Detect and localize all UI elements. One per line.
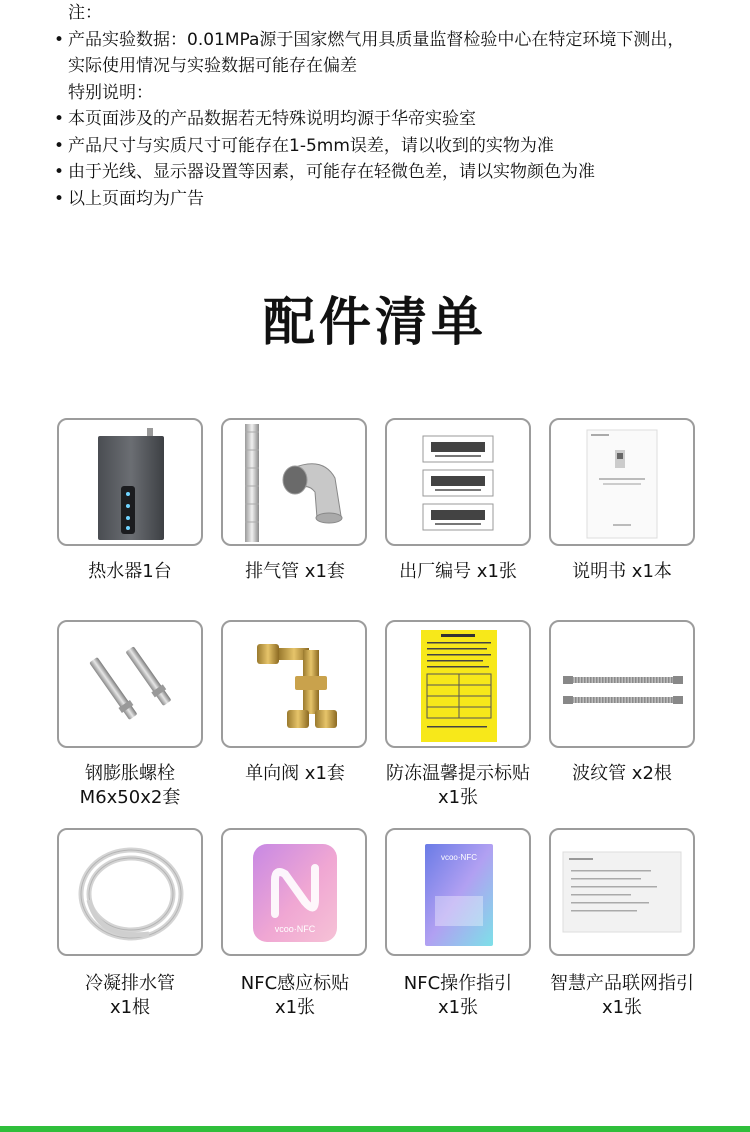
card-manual [549, 418, 695, 546]
item-label: 出厂编号 x1张 [399, 561, 517, 582]
nfc-sticker-image [223, 830, 365, 954]
note-line: • 本页面涉及的产品数据若无特殊说明均源于华帝实验室 [54, 106, 744, 133]
note-line: 特别说明： [68, 82, 153, 103]
bottom-divider [0, 1126, 750, 1132]
card-expansion-bolt [57, 620, 203, 748]
note-line: • 以上页面均为广告 [54, 186, 744, 213]
item-label: 热水器1台 [88, 561, 172, 582]
svg-text:vcoo·NFC: vcoo·NFC [274, 924, 316, 934]
item-label: NFC感应标贴 x1张 [240, 973, 350, 1018]
card-drain-pipe [57, 828, 203, 956]
expansion-bolt-image [59, 622, 201, 746]
card-nfc-guide [385, 828, 531, 956]
check-valve-image [223, 622, 365, 746]
exhaust-pipe-image [223, 420, 365, 544]
coiled-tube-image [59, 830, 201, 954]
card-water-heater [57, 418, 203, 546]
barcode-label-image [387, 420, 529, 544]
card-serial-number [385, 418, 531, 546]
note-line: 注： [68, 3, 102, 23]
note-line: 实际使用情况与实验数据可能存在偏差 [68, 56, 357, 76]
item-label: 说明书 x1本 [572, 561, 672, 582]
guide-sheet-image [551, 830, 693, 954]
yellow-sticker-image [387, 622, 529, 746]
item-label: 冷凝排水管 x1根 [85, 973, 175, 1018]
item-label: 智慧产品联网指引 x1张 [550, 973, 694, 1018]
card-nfc-sticker [221, 828, 367, 956]
card-corrugated-pipe [549, 620, 695, 748]
item-label: 防冻温馨提示标贴 x1张 [386, 763, 530, 808]
item-label: 单向阀 x1套 [245, 763, 345, 784]
item-label: 排气管 x1套 [245, 561, 345, 582]
card-check-valve [221, 620, 367, 748]
item-label: NFC操作指引 x1张 [403, 973, 513, 1018]
water-heater-image [59, 420, 201, 544]
section-title: 配件清单 [262, 293, 487, 353]
card-exhaust-pipe [221, 418, 367, 546]
svg-text:vcoo·NFC: vcoo·NFC [440, 853, 478, 862]
note-line: • 产品实验数据：0.01MPa源于国家燃气用具质量监督检验中心在特定环境下测出， [54, 27, 744, 54]
note-line: • 由于光线、显示器设置等因素，可能存在轻微色差，请以实物颜色为准 [54, 159, 744, 186]
card-antifreeze-sticker [385, 620, 531, 748]
nfc-card-image [387, 830, 529, 954]
corrugated-pipe-image [551, 622, 693, 746]
card-network-guide [549, 828, 695, 956]
item-label: 钢膨胀螺栓 M6x50x2套 [79, 763, 181, 808]
item-label: 波纹管 x2根 [572, 763, 672, 784]
note-line: • 产品尺寸与实质尺寸可能存在1-5mm误差，请以收到的实物为准 [54, 133, 744, 160]
manual-booklet-image [551, 420, 693, 544]
